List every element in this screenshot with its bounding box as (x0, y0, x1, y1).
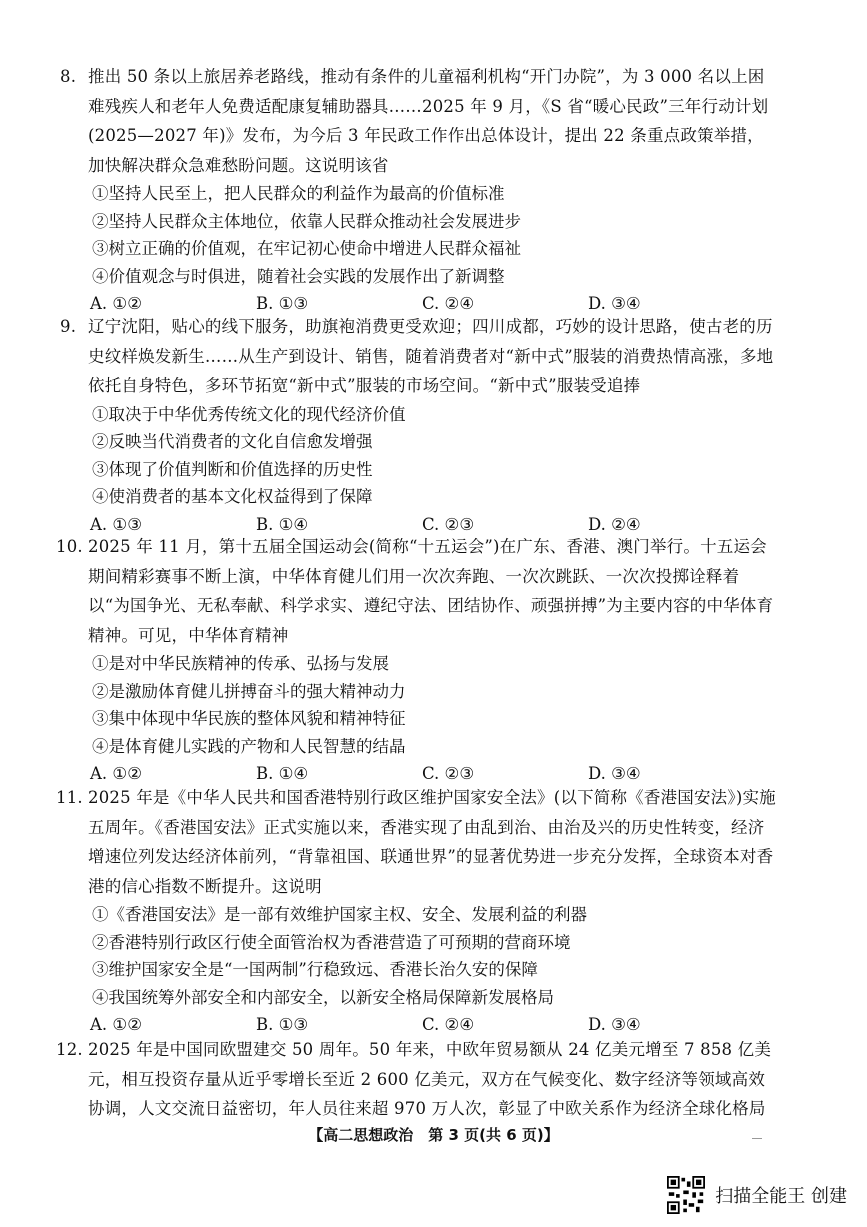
choice-d: D. ③④ (588, 1015, 641, 1034)
scanner-label: 扫描全能王 创建 (715, 1186, 847, 1207)
question-8 (60, 62, 778, 318)
option-1: ①《香港国安法》是一部有效维护国家主权、安全、发展利益的利器 (92, 905, 587, 924)
question-number: 12. (56, 1040, 83, 1059)
choice-a: A. ①③ (90, 514, 142, 534)
option-3: ③维护国家安全是“一国两制”行稳致远、香港长治久安的保障 (92, 960, 538, 979)
option-4: ④价值观念与时俱进，随着社会实践的发展作出了新调整 (92, 266, 505, 286)
option-3: ③集中体现中华民族的整体风貌和精神特征 (92, 709, 406, 728)
option-2: ②香港特别行政区行使全面管治权为香港营造了可预期的营商环境 (92, 932, 571, 952)
choice-b: B. ①④ (256, 514, 309, 534)
scanner-watermark (667, 1176, 847, 1214)
choice-d: D. ③④ (588, 764, 641, 783)
question-9 (60, 312, 778, 539)
choice-c: C. ②③ (422, 764, 475, 783)
choice-c: C. ②④ (422, 294, 475, 313)
option-3: ③体现了价值判断和价值选择的历史性 (92, 459, 373, 479)
choice-c: C. ②③ (422, 514, 475, 534)
option-2: ②是激励体育健儿拼搏奋斗的强大精神动力 (92, 681, 406, 701)
option-1: ①坚持人民至上，把人民群众的利益作为最高的价值标准 (92, 184, 505, 203)
choice-b: B. ①③ (256, 1015, 309, 1034)
choice-b: B. ①③ (256, 294, 309, 313)
option-4: ④我国统筹外部安全和内部安全，以新安全格局保障新发展格局 (92, 987, 554, 1007)
question-8-stem: 8. 推出 50 条以上旅居养老路线，推动有条件的儿童福利机构“开门办院”，为 3 000 名以上困难残疾人和老年人免费适配康复辅助器具……2025 年 9 月，《S 省“暖心民政”三年行动计划(2025—2027 年)》发布，为今后 3 年民政工作作出总体设计，提出 22 条重点政策举措，加快解决群众急难愁盼问题。这说明该省 (88, 62, 778, 180)
choice-a: A. ①② (90, 294, 142, 313)
option-1: ①取决于中华优秀传统文化的现代经济价值 (92, 404, 406, 424)
option-2: ②反映当代消费者的文化自信愈发增强 (92, 432, 373, 451)
question-12 (56, 1035, 778, 1124)
option-4: ④使消费者的基本文化权益得到了保障 (92, 487, 373, 506)
choice-c: C. ②④ (422, 1015, 475, 1034)
question-10 (56, 532, 778, 788)
choice-b: B. ①④ (256, 764, 309, 783)
question-number: 9. (60, 317, 77, 336)
choice-d: D. ③④ (588, 294, 641, 313)
page-footer: 【高二思想政治 第 3 页(共 6 页)】 (308, 1126, 559, 1144)
choice-d: D. ②④ (588, 514, 641, 534)
option-2: ②坚持人民群众主体地位，依靠人民群众推动社会发展进步 (92, 211, 521, 231)
question-11 (56, 783, 778, 1039)
divider (752, 1138, 762, 1139)
question-number: 8. (60, 67, 77, 86)
question-number: 10. (56, 537, 83, 556)
question-10-stem: 10. 2025 年 11 月，第十五届全国运动会(简称“十五运会”)在广东、香港、澳门举行。十五运会期间精彩赛事不断上演，中华体育健儿们用一次次奔跑、一次次跳跃、一次次投掷诠释着以“为国争光、无私奉献、科学求实、遵纪守法、团结协作、顽强拼搏”为主要内容的中华体育精神。可见，中华体育精神 (88, 532, 778, 650)
choice-a: A. ①② (90, 764, 142, 783)
option-3: ③树立正确的价值观，在牢记初心使命中增进人民群众福祉 (92, 239, 521, 258)
option-1: ①是对中华民族精神的传承、弘扬与发展 (92, 654, 389, 673)
choice-a: A. ①② (90, 1015, 142, 1034)
qr-code-icon (667, 1176, 705, 1214)
option-4: ④是体育健儿实践的产物和人民智慧的结晶 (92, 736, 406, 756)
question-12-stem: 12. 2025 年是中国同欧盟建交 50 周年。50 年来，中欧年贸易额从 24 亿美元增至 7 858 亿美元，相互投资存量从近乎零增长至近 2 600 亿美元，双方在气候变化、数字经济等领域高效协调，人文交流日益密切，年人员往来超 970 万人次，彰显了中欧关系作为经济全球化格局 (88, 1035, 778, 1124)
question-9-stem: 9. 辽宁沈阳，贴心的线下服务，助旗袍消费更受欢迎；四川成都，巧妙的设计思路，使古老的历史纹样焕发新生……从生产到设计、销售，随着消费者对“新中式”服装的消费热情高涨，多地依托自身特色，多环节拓宽“新中式”服装的市场空间。“新中式”服装受追捧 (88, 312, 778, 401)
question-11-stem: 11. 2025 年是《中华人民共和国香港特别行政区维护国家安全法》(以下简称《香港国安法》)实施五周年。《香港国安法》正式实施以来，香港实现了由乱到治、由治及兴的历史性转变，经济增速位列发达经济体前列，“背靠祖国、联通世界”的显著优势进一步充分发挥，全球资本对香港的信心指数不断提升。这说明 (88, 783, 778, 901)
question-number: 11. (56, 788, 83, 807)
